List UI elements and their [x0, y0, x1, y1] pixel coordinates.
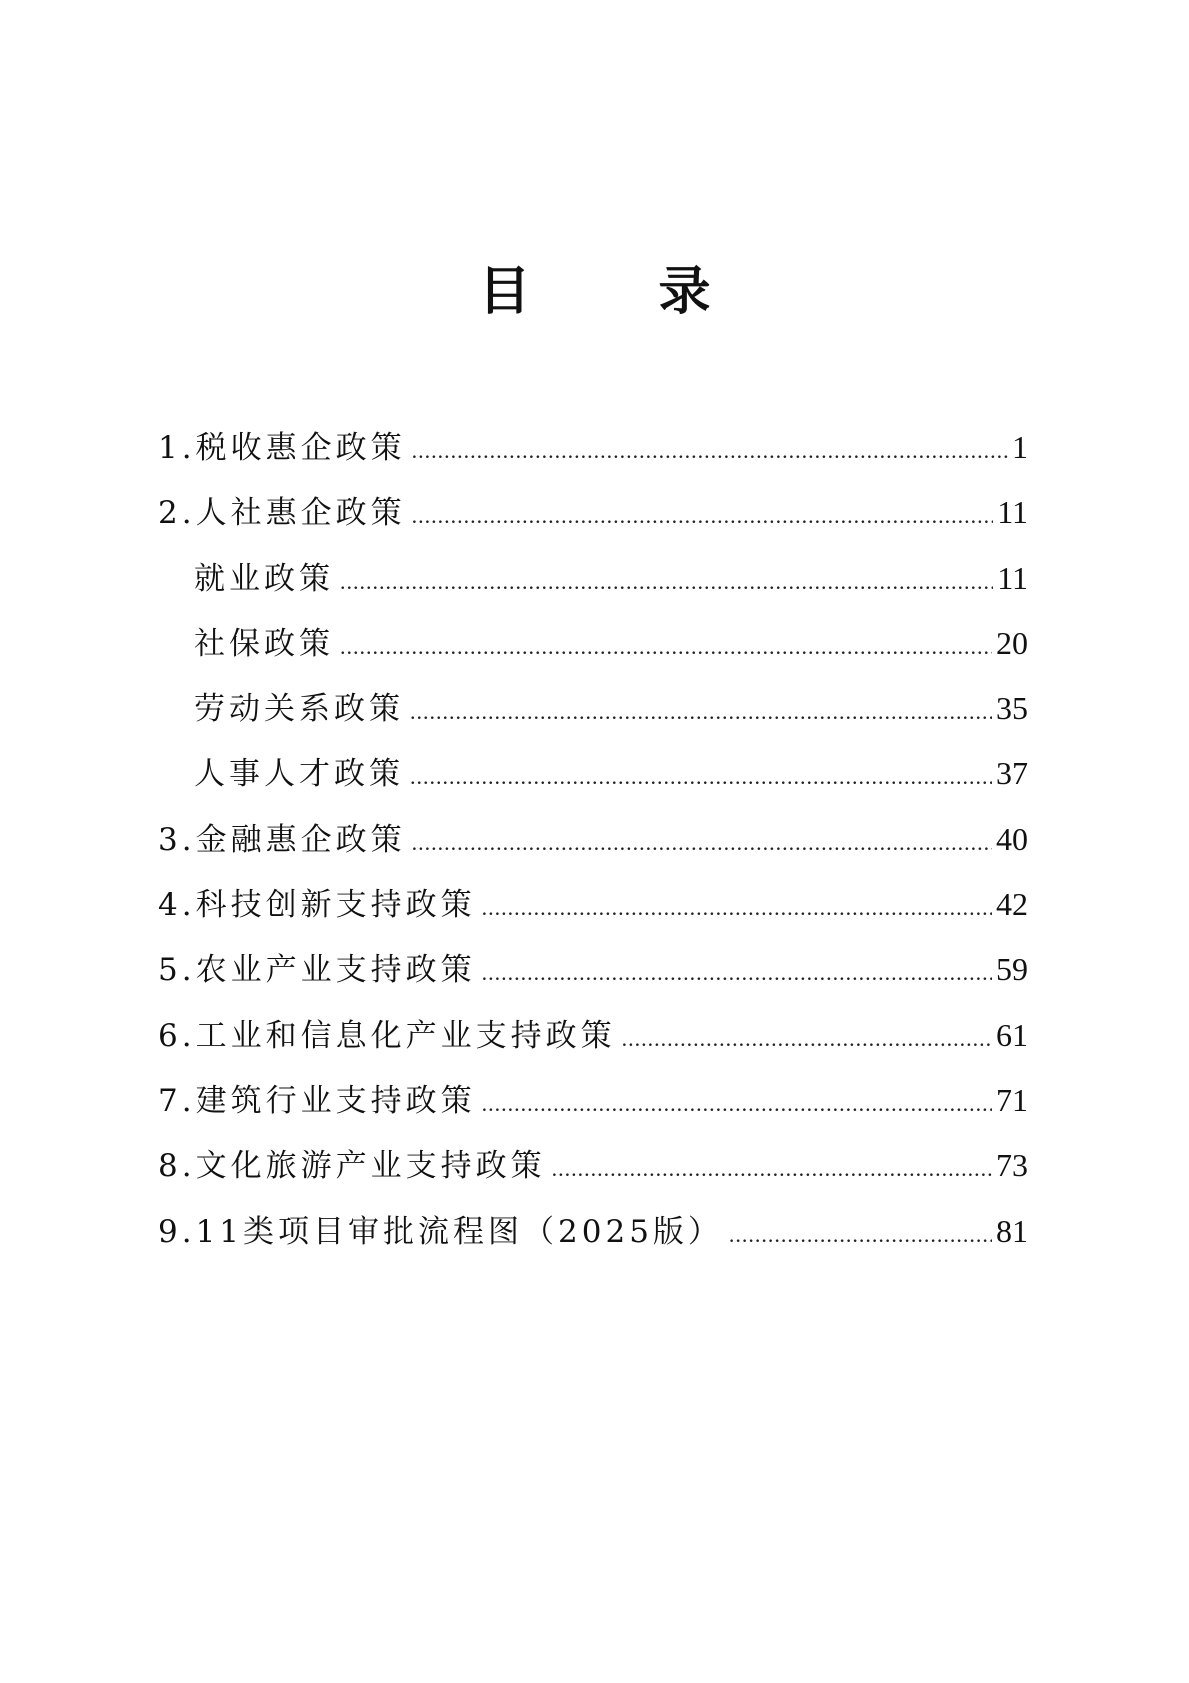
- toc-entry-page: 40: [996, 820, 1028, 857]
- toc-entry-label: 4.科技创新支持政策: [158, 887, 476, 924]
- toc-entry-label: 人事人才政策: [194, 756, 404, 793]
- toc-entry[interactable]: [158, 492, 1028, 557]
- toc-dot-leader: [410, 757, 992, 797]
- toc-entry-page: 35: [996, 690, 1028, 727]
- toc-entry[interactable]: [158, 1080, 1028, 1145]
- toc-entry-label: 社保政策: [194, 625, 334, 662]
- table-of-contents: [158, 427, 1028, 1276]
- toc-entry[interactable]: [158, 949, 1028, 1014]
- toc-entry-page: 37: [996, 755, 1028, 792]
- toc-dot-leader: [340, 562, 993, 602]
- toc-entry-page: 73: [996, 1147, 1028, 1184]
- toc-entry-label: 1.税收惠企政策: [158, 430, 406, 466]
- toc-entry-label: 6.工业和信息化产业支持政策: [158, 1017, 616, 1054]
- toc-entry[interactable]: [158, 884, 1028, 949]
- toc-entry-label: 3.金融惠企政策: [158, 821, 406, 858]
- toc-entry[interactable]: [158, 1015, 1028, 1080]
- toc-subentry[interactable]: [158, 623, 1028, 688]
- toc-entry-label: 9.11类项目审批流程图（2025版）: [158, 1213, 723, 1250]
- toc-dot-leader: [552, 1149, 992, 1189]
- toc-entry-page: 42: [996, 886, 1028, 923]
- toc-dot-leader: [622, 1019, 992, 1059]
- toc-entry-page: 1: [1012, 429, 1028, 465]
- toc-entry-page: 20: [996, 624, 1028, 661]
- toc-entry-label: 8.文化旅游产业支持政策: [158, 1148, 546, 1185]
- toc-subentry[interactable]: [158, 688, 1028, 753]
- toc-entry[interactable]: [158, 427, 1028, 492]
- toc-entry-label: 就业政策: [194, 560, 334, 597]
- toc-dot-leader: [410, 692, 992, 732]
- toc-entry-page: 11: [997, 494, 1028, 531]
- toc-dot-leader: [482, 953, 992, 993]
- toc-entry-page: 11: [997, 559, 1028, 596]
- toc-entry[interactable]: [158, 1145, 1028, 1210]
- toc-dot-leader: [482, 1084, 992, 1124]
- toc-entry-label: 2.人社惠企政策: [158, 495, 406, 532]
- toc-dot-leader: [412, 496, 994, 536]
- toc-entry-label: 7.建筑行业支持政策: [158, 1082, 476, 1119]
- toc-entry-label: 5.农业产业支持政策: [158, 952, 476, 989]
- toc-dot-leader: [412, 823, 992, 863]
- toc-dot-leader: [412, 431, 1008, 471]
- toc-entry-page: 61: [996, 1016, 1028, 1053]
- toc-entry[interactable]: [158, 819, 1028, 884]
- toc-subentry[interactable]: [158, 558, 1028, 623]
- toc-entry-page: 81: [996, 1212, 1028, 1249]
- toc-entry-label: 劳动关系政策: [194, 691, 404, 728]
- toc-dot-leader: [340, 627, 992, 667]
- page-title: 目 录: [478, 261, 749, 322]
- toc-entry[interactable]: [158, 1211, 1028, 1276]
- toc-dot-leader: [729, 1215, 992, 1255]
- toc-entry-page: 71: [996, 1081, 1028, 1118]
- toc-subentry[interactable]: [158, 753, 1028, 818]
- toc-dot-leader: [482, 888, 992, 928]
- toc-entry-page: 59: [996, 951, 1028, 988]
